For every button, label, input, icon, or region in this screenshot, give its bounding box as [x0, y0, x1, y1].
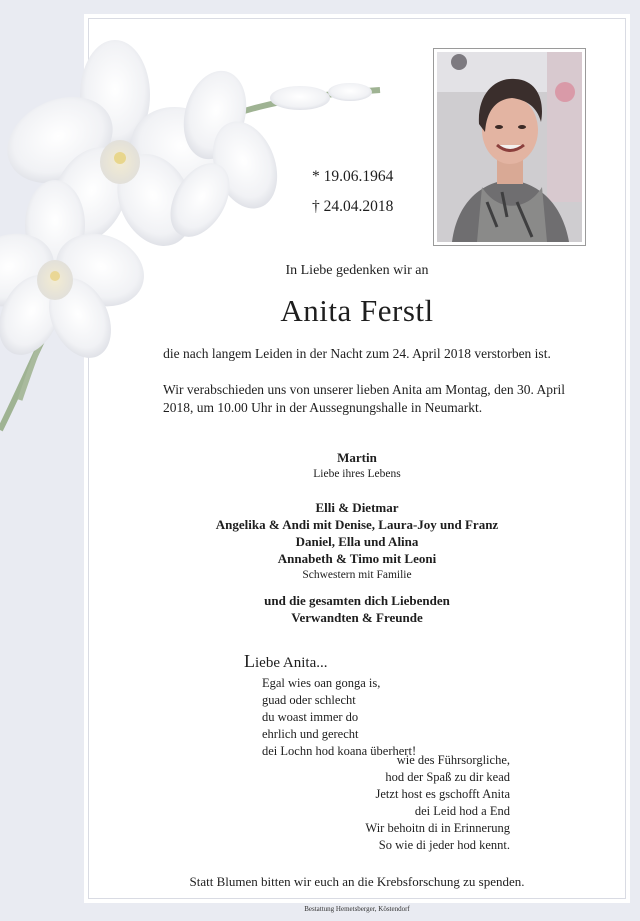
partner-name: Martin [337, 450, 377, 465]
poem-line: wie des Führsorgliche, [396, 753, 510, 767]
portrait-image [437, 52, 582, 242]
poem-line: ehrlich und gerecht [262, 727, 359, 741]
poem-line: dei Lochn hod koana überhert! [262, 744, 417, 758]
poem-heading-initial: L [244, 651, 255, 671]
poem-line: So wie di jeder hod kennt. [378, 838, 510, 852]
mourner-family [84, 499, 630, 584]
poem-line: du woast immer do [262, 710, 359, 724]
family-line: Daniel, Ella und Alina [295, 534, 419, 549]
death-date: † 24.04.2018 [312, 198, 394, 215]
mourner-partner [84, 449, 630, 483]
portrait-photo [433, 48, 586, 246]
death-notice: die nach langem Leiden in der Nacht zum 24. April 2018 verstorben ist. [163, 346, 551, 361]
family-relation: Schwestern mit Familie [302, 569, 412, 581]
family-line: Annabeth & Timo mit Leoni [277, 551, 437, 566]
birth-date: * 19.06.1964 [312, 168, 394, 185]
funeral-notice: Wir verabschieden uns von unserer lieben Anita am Montag, den 30. April 2018, um 10.00 Uhr in der Aussegnungshalle in Neumarkt. [163, 382, 565, 415]
donation-request: Statt Blumen bitten wir euch an die Krebsforschung zu spenden. [189, 874, 525, 889]
life-dates [312, 162, 393, 222]
poem-right-stanza [365, 752, 510, 854]
family-line: Angelika & Andi mit Denise, Laura-Joy und Franz [215, 517, 499, 532]
closing-line: Verwandten & Freunde [291, 610, 423, 625]
mourner-closing [84, 592, 630, 626]
poem-line: Wir behoitn di in Erinnerung [365, 821, 510, 835]
poem-line: Jetzt host es gschofft Anita [375, 787, 510, 801]
undertaker-credit: Bestattung Hemetsberger, Köstendorf [304, 905, 410, 913]
poem-heading-rest: iebe Anita... [255, 655, 328, 671]
partner-relation: Liebe ihres Lebens [313, 468, 401, 480]
family-line: Elli & Dietmar [315, 500, 399, 515]
poem-heading [244, 651, 327, 672]
poem-line: guad oder schlecht [262, 693, 356, 707]
deceased-name: Anita Ferstl [280, 293, 434, 328]
poem-line: dei Leid hod a End [414, 804, 510, 818]
poem-line: hod der Spaß zu dir kead [385, 770, 510, 784]
closing-line: und die gesamten dich Liebenden [264, 593, 450, 608]
poem-left-stanza [262, 675, 416, 760]
intro-text: In Liebe gedenken wir an [285, 263, 429, 278]
poem-line: Egal wies oan gonga is, [262, 676, 381, 690]
